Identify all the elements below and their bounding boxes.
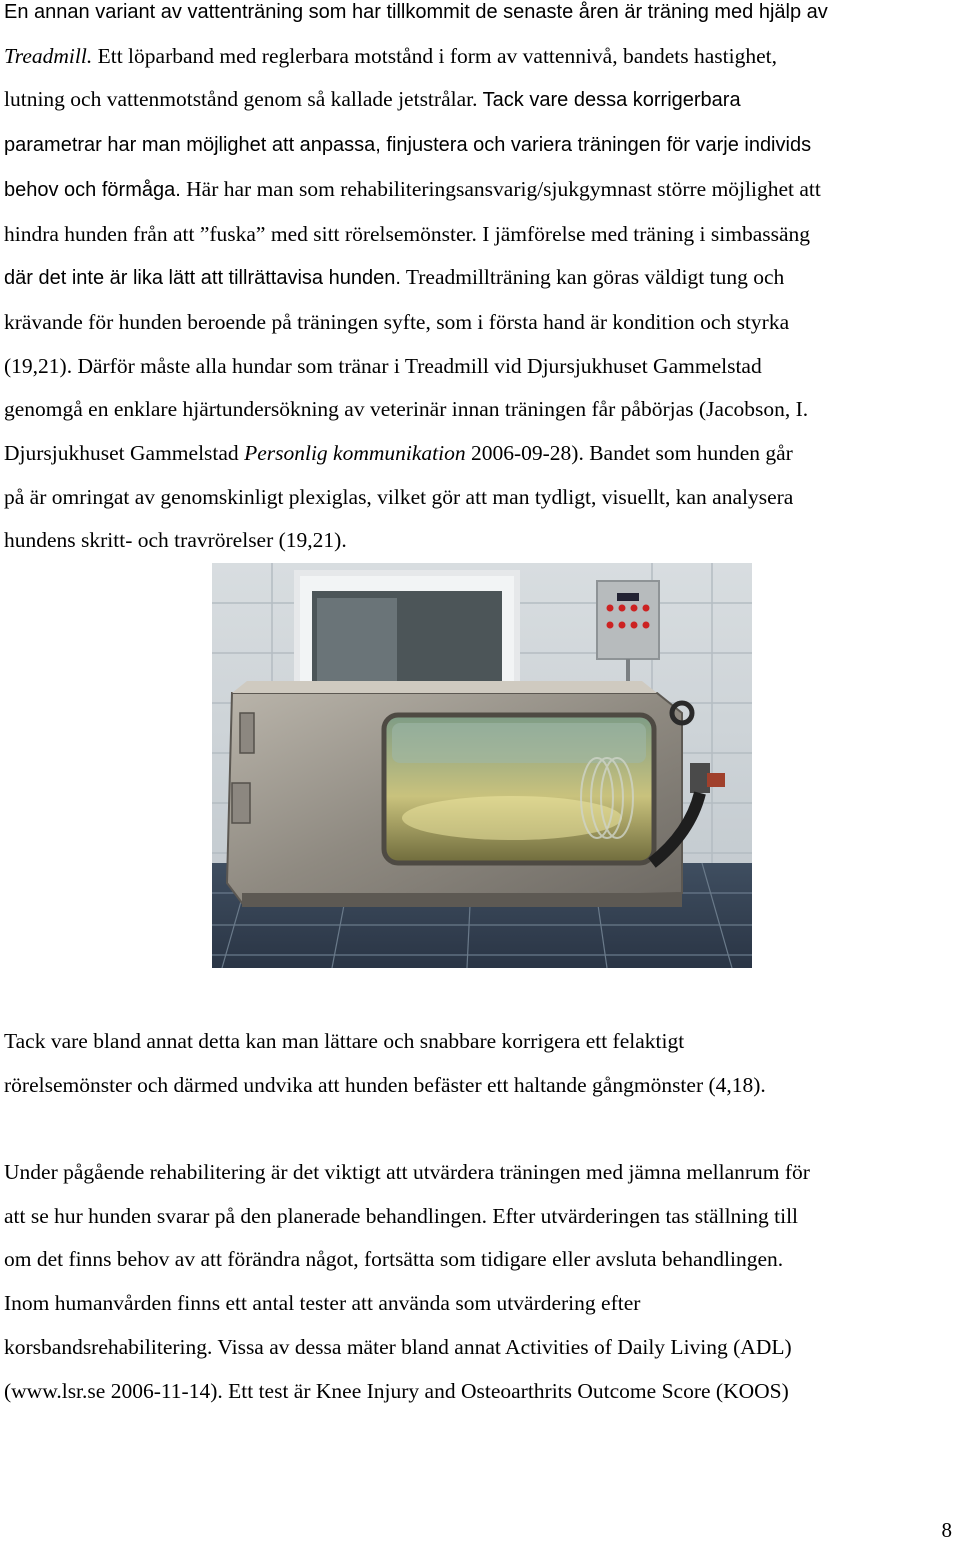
page-number: 8 (941, 1518, 952, 1542)
underwater-treadmill-icon (212, 563, 752, 968)
paragraph-evaluation: Under pågående rehabilitering är det viktigt att utvärdera träningen med jämna mellanrum för att se hur hunden svarar på den planerade behandlingen. Efter utvärderingen tas ställning till om det finns behov av att förändra något, fortsätta som tidigare eller avsluta behandlingen. Inom humanvården finns ett antal tester att använda som utvärdering efter korsbandsrehabilitering. Vissa av dessa mäter bland annat Activities of Daily Living (ADL) (www.lsr.se 2006-11-14). Ett test är Knee Injury and Osteoarthrits Outcome Score (KOOS) (4, 1160, 810, 1403)
paragraph-treadmill-intro: En annan variant av vattenträning som har tillkommit de senaste åren är träning med hjälp av Treadmill. Ett löparband med reglerbara motstånd i form av vattennivå, bandets hastighet, lutning och vattenmotstånd genom så kallade jetstrålar. Tack vare dessa korrigerbara parametrar har man möjlighet att anpassa, finjustera och variera träningen för varje individs behov och förmåga. Här har man som rehabiliteringsansvarig/sjukgymnast större möjlighet att hindra hunden från att ”fuska” med sitt rörelsemönster. I jämförelse med träning i simbassäng där det inte är lika lätt att tillrättavisa hunden. Treadmillträning kan göras väldigt tung och krävande för hunden beroende på träningen syfte, som i första hand är kondition och styrka (19,21). Därför måste alla hundar som tränar i Treadmill vid Djursjukhuset Gammelstad genomgå en enklare hjärtundersökning av veterinär innan träningen får påbörjas (Jacobson, I. Djursjukhuset Gammelstad Personlig kommunikation 2006-09-28). Bandet som hunden går på är omringat av genomskinligt plexiglas, vilket gör att man tydligt, visuellt, kan analysera hundens skritt- och travrörelser (19,21). (4, 1, 828, 553)
paragraph-correction: Tack vare bland annat detta kan man lättare och snabbare korrigera ett felaktigt rörelsemönster och därmed undvika att hunden befäster ett haltande gångmönster (4,18). (4, 1029, 766, 1097)
treadmill-photo (212, 563, 752, 968)
